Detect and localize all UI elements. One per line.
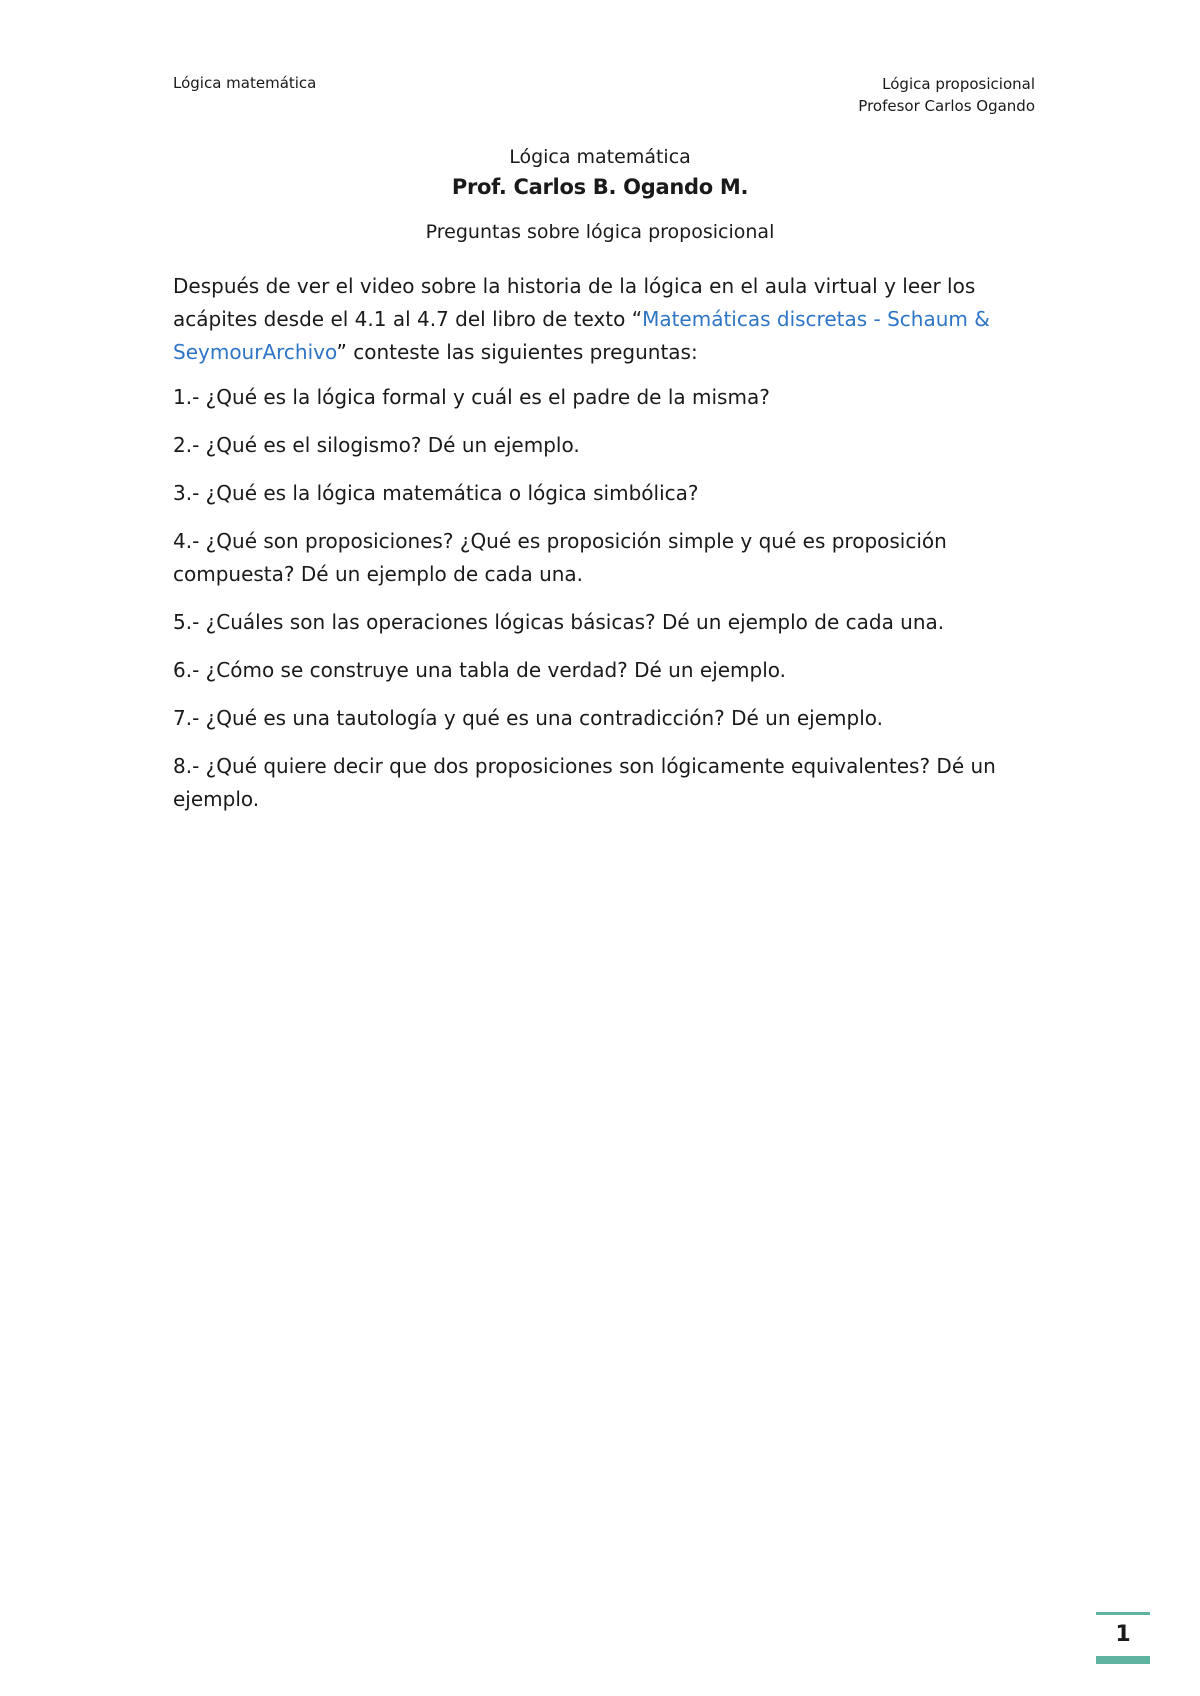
intro-paragraph bbox=[173, 270, 1023, 369]
document-topic: Preguntas sobre lógica proposicional bbox=[425, 221, 775, 243]
question-2: 2.- ¿Qué es el silogismo? Dé un ejemplo. bbox=[173, 433, 580, 457]
question-7: 7.- ¿Qué es una tautología y qué es una contradicción? Dé un ejemplo. bbox=[173, 706, 884, 730]
document-author: Prof. Carlos B. Ogando M. bbox=[451, 175, 749, 199]
document-body bbox=[173, 270, 1023, 831]
question-6: 6.- ¿Cómo se construye una tabla de verdad? Dé un ejemplo. bbox=[173, 658, 787, 682]
title-block bbox=[0, 144, 1200, 245]
question-1: 1.- ¿Qué es la lógica formal y cuál es el padre de la misma? bbox=[173, 385, 770, 409]
textbook-link[interactable]: Matemáticas discretas - Schaum & SeymourArchivo bbox=[173, 307, 990, 364]
document-subject: Lógica matemática bbox=[509, 146, 691, 168]
page-number: 1 bbox=[1115, 1622, 1131, 1647]
intro-text-after-link: ” conteste las siguientes preguntas: bbox=[336, 340, 698, 364]
question-5: 5.- ¿Cuáles son las operaciones lógicas básicas? Dé un ejemplo de cada una. bbox=[173, 610, 945, 634]
question-4: 4.- ¿Qué son proposiciones? ¿Qué es proposición simple y qué es proposición compuesta? Dé un ejemplo de cada una. bbox=[173, 529, 947, 586]
header-right-line2: Profesor Carlos Ogando bbox=[858, 97, 1035, 115]
header-right bbox=[858, 73, 1035, 117]
question-8: 8.- ¿Qué quiere decir que dos proposiciones son lógicamente equivalentes? Dé un ejemplo. bbox=[173, 754, 996, 811]
question-3: 3.- ¿Qué es la lógica matemática o lógica simbólica? bbox=[173, 481, 699, 505]
header-right-line1: Lógica proposicional bbox=[882, 75, 1035, 93]
intro-text-before-link: Después de ver el video sobre la historia de la lógica en el aula virtual y leer los acápites desde el 4.1 al 4.7 del libro de texto “ bbox=[173, 274, 976, 331]
header-left-text: Lógica matemática bbox=[173, 74, 317, 92]
page-number-box bbox=[1096, 1612, 1150, 1664]
